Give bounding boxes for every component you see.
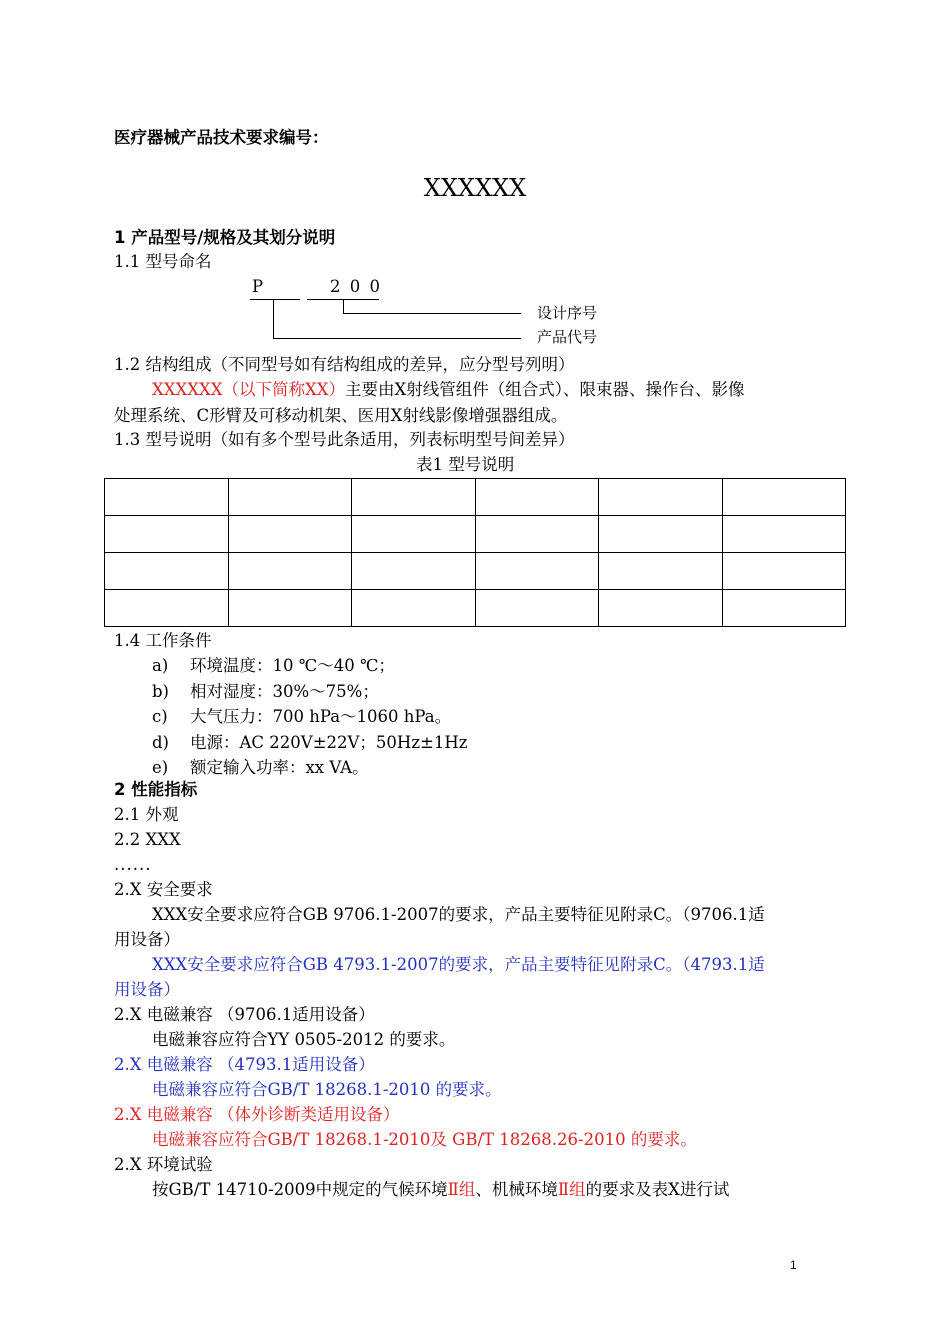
condition-marker: b) [152, 681, 169, 701]
model-table [104, 478, 846, 627]
condition-text: 相对湿度：30%～75%； [190, 681, 379, 701]
section-1-2: 1.2 结构组成（不同型号如有结构组成的差异，应分型号列明） [114, 355, 575, 374]
table-cell [228, 590, 352, 627]
structure-paragraph-line1 [152, 378, 744, 402]
table-cell [475, 590, 599, 627]
section-2-2: 2.2 XXX [114, 830, 181, 849]
table-cell [105, 590, 229, 627]
ellipsis: ...... [114, 855, 152, 874]
section-1-4: 1.4 工作条件 [114, 631, 212, 650]
section-1-1: 1.1 型号命名 [114, 252, 212, 271]
table-cell [105, 553, 229, 590]
emc-9706-heading: 2.X 电磁兼容 （9706.1适用设备） [114, 1005, 375, 1024]
safety-heading: 2.X 安全要求 [114, 880, 213, 899]
section-1-heading: 1 产品型号/规格及其划分说明 [114, 228, 336, 247]
safety-9706-line2: 用设备） [114, 930, 180, 949]
env-climate-group: Ⅱ组 [447, 1180, 476, 1199]
env-text-b: 、机械环境 [475, 1180, 558, 1199]
condition-marker: e) [152, 758, 169, 777]
condition-text: 环境温度：10 ℃～40 ℃； [190, 656, 395, 675]
structure-paragraph-line2: 处理系统、C形臂及可移动机架、医用X射线影像增强器组成。 [114, 406, 568, 425]
table-cell [722, 479, 846, 516]
table-cell [228, 553, 352, 590]
condition-marker: d) [152, 732, 169, 752]
diagram-label-design: 设计序号 [537, 304, 598, 322]
emc-4793-text: 电磁兼容应符合GB/T 18268.1-2010 的要求。 [152, 1080, 502, 1099]
table-row [105, 479, 846, 516]
safety-9706-line1: XXX安全要求应符合GB 9706.1-2007的要求，产品主要特征见附录C。（9706.1适 [152, 905, 765, 924]
section-2-1: 2.1 外观 [114, 805, 179, 824]
diagram-connector-product-h [273, 338, 521, 339]
table-row [105, 516, 846, 553]
condition-text: 大气压力：700 hPa～1060 hPa。 [190, 707, 452, 726]
page-number: 1 [790, 1258, 797, 1272]
structure-product-name: XXXXXX（以下简称XX） [152, 380, 345, 399]
emc-ivd-heading: 2.X 电磁兼容 （体外诊断类适用设备） [114, 1105, 400, 1124]
condition-text: 额定输入功率：xx VA。 [190, 758, 369, 777]
environment-heading: 2.X 环境试验 [114, 1155, 213, 1174]
table-cell [599, 590, 723, 627]
section-2-heading: 2 性能指标 [114, 780, 198, 799]
diagram-connector-design-h [343, 313, 521, 314]
table-cell [228, 479, 352, 516]
doc-code: XXXXXX [423, 174, 527, 202]
table-cell [352, 516, 476, 553]
condition-marker: a) [152, 656, 169, 675]
diagram-connector-design-v [343, 300, 344, 314]
table-cell [228, 516, 352, 553]
table-cell [105, 479, 229, 516]
table-cell [352, 553, 476, 590]
condition-text: 电源：AC 220V±22V；50Hz±1Hz [190, 732, 468, 752]
table-cell [722, 516, 846, 553]
doc-label: 医疗器械产品技术要求编号： [114, 128, 329, 147]
structure-components: 主要由X射线管组件（组合式）、限束器、操作台、影像 [344, 380, 745, 399]
diagram-prefix: P [252, 277, 264, 296]
safety-4793-line2: 用设备） [114, 980, 180, 999]
diagram-underline-prefix [250, 299, 300, 300]
diagram-connector-product-v [273, 300, 274, 339]
table-row [105, 590, 846, 627]
emc-ivd-text: 电磁兼容应符合GB/T 18268.1-2010及 GB/T 18268.26-2010 的要求。 [152, 1130, 697, 1149]
table-cell [352, 479, 476, 516]
section-1-3: 1.3 型号说明（如有多个型号此条适用，列表标明型号间差异） [114, 430, 575, 449]
emc-4793-heading: 2.X 电磁兼容 （4793.1适用设备） [114, 1055, 375, 1074]
table-cell [105, 516, 229, 553]
condition-marker: c) [152, 707, 168, 726]
table-cell [599, 553, 723, 590]
table-cell [475, 553, 599, 590]
table-cell [599, 479, 723, 516]
env-text-a: 按GB/T 14710-2009中规定的气候环境 [152, 1180, 448, 1199]
table-cell [475, 479, 599, 516]
table-caption: 表1 型号说明 [416, 455, 515, 474]
table-cell [475, 516, 599, 553]
table-cell [722, 553, 846, 590]
table-cell [352, 590, 476, 627]
env-text-c: 的要求及表X进行试 [585, 1180, 730, 1199]
table-cell [599, 516, 723, 553]
environment-text [152, 1178, 729, 1202]
table-row [105, 553, 846, 590]
diagram-number: 2 0 0 [330, 277, 382, 296]
table-cell [722, 590, 846, 627]
env-mechanical-group: Ⅱ组 [557, 1180, 586, 1199]
emc-9706-text: 电磁兼容应符合YY 0505-2012 的要求。 [152, 1030, 456, 1049]
diagram-label-product: 产品代号 [537, 328, 598, 346]
safety-4793-line1: XXX安全要求应符合GB 4793.1-2007的要求，产品主要特征见附录C。（4793.1适 [152, 955, 765, 974]
